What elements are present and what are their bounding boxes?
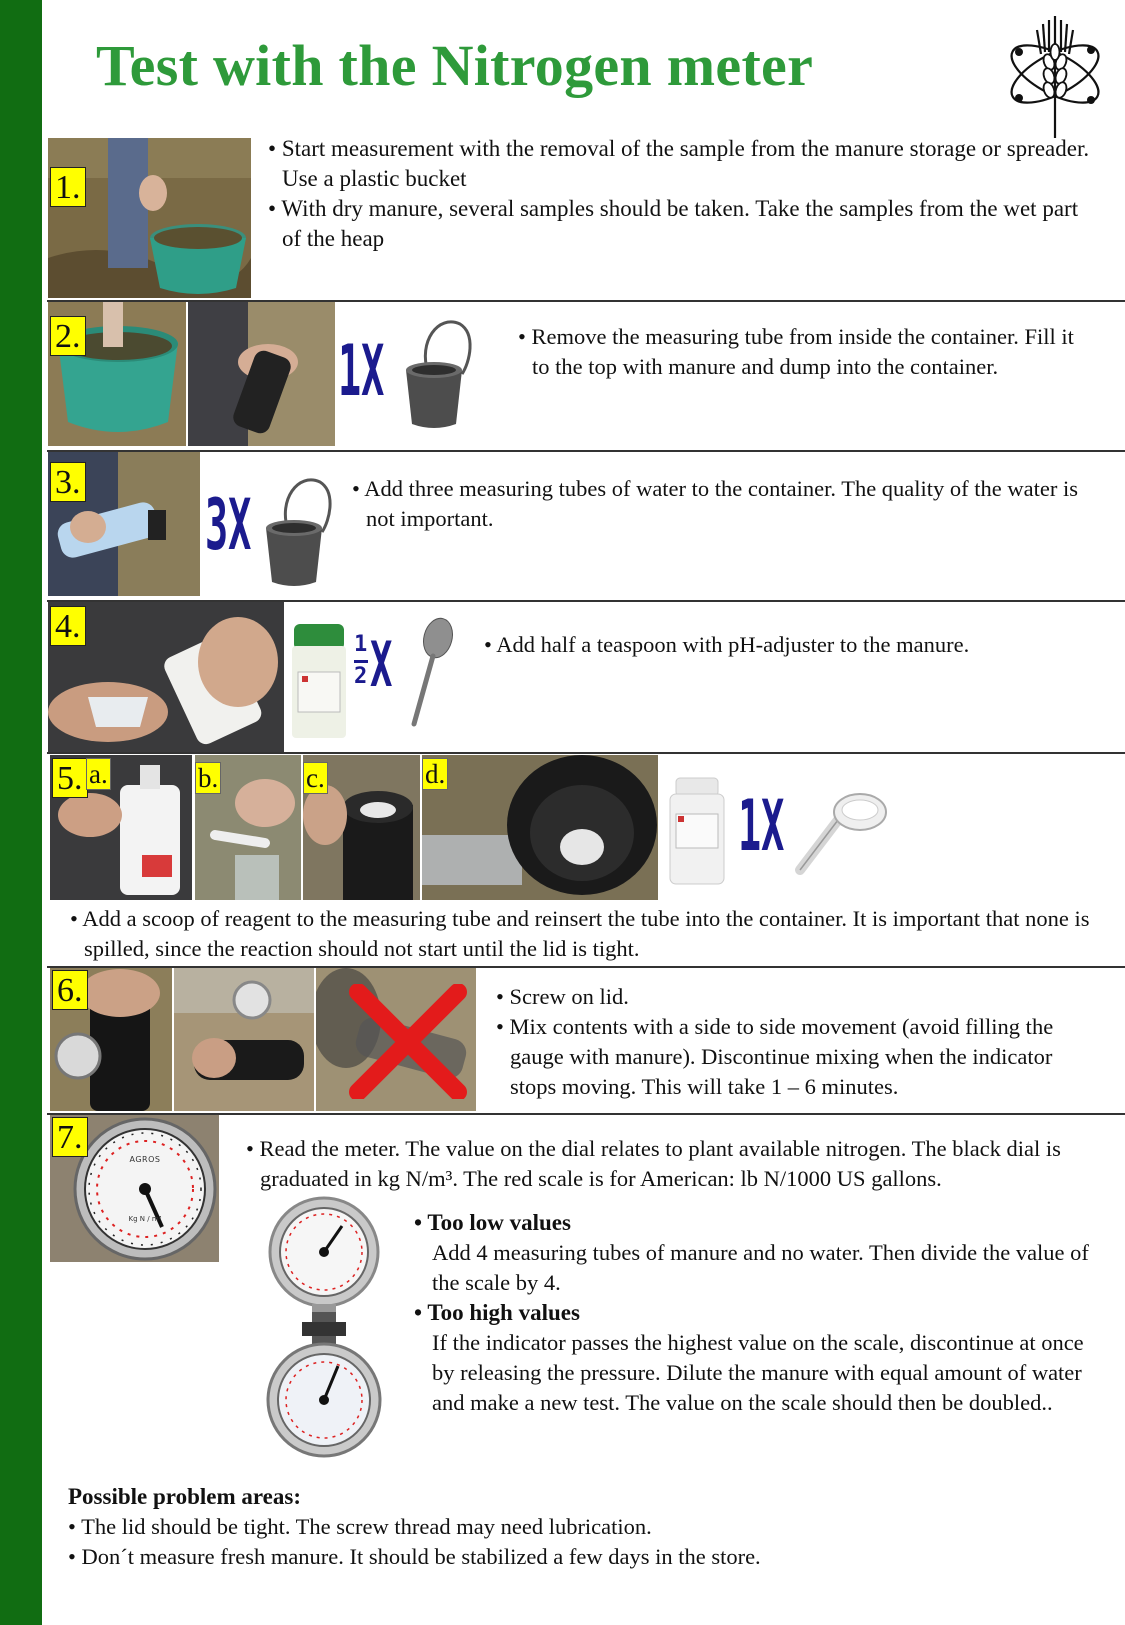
- step4-multiplier: [352, 628, 402, 704]
- measuring-scoop-icon: [790, 790, 890, 880]
- step5-sub-label-c: c.: [303, 762, 328, 794]
- measuring-tube-icon: [398, 312, 488, 432]
- step7-text: [246, 1134, 1102, 1194]
- wheat-atom-logo-icon: [1005, 6, 1117, 142]
- step5-text: [70, 904, 1100, 964]
- step4-text: [484, 630, 1094, 660]
- measuring-tube-icon: [258, 470, 348, 590]
- step3-number-badge: 3.: [50, 462, 86, 502]
- step2-multiplier: 1X: [338, 330, 385, 412]
- problem-item-1: • The lid should be tight. The screw thread may need lubrication.: [68, 1514, 652, 1539]
- too-high-text: If the indicator passes the highest value on the scale, discontinue at once by releasing the pressure. Dilute the manure with equal amount of water and make a new test. The value on the scale should then be doubled..: [432, 1330, 1084, 1415]
- step5-multiplier: 1X: [738, 785, 785, 867]
- step2-number-badge: 2.: [50, 316, 86, 356]
- step1-photo-bucket: [48, 138, 251, 298]
- step6-text: [496, 982, 1100, 1102]
- red-cross-icon: [348, 984, 468, 1099]
- page-title: Test with the Nitrogen meter: [96, 33, 814, 98]
- step3-multiplier: 3X: [205, 484, 252, 566]
- step5d-photo: [422, 755, 658, 900]
- step7-bullet-1: • Read the meter. The value on the dial relates to plant available nitrogen. The black dial is graduated in kg N/m³. The red scale is for American: lb N/1000 US gallons.: [246, 1136, 1061, 1191]
- step5-bullet-1: • Add a scoop of reagent to the measuring tube and reinsert the tube into the container. It is important that none is spilled, since the reaction should not start until the lid is tight.: [70, 906, 1090, 961]
- step5-sub-label-b: b.: [195, 762, 221, 794]
- divider-4: [47, 752, 1125, 754]
- gauge-high-icon: [262, 1340, 386, 1462]
- green-sidebar: [0, 0, 42, 1625]
- step4-multiplier-x: X: [370, 628, 393, 701]
- step2-text: [518, 322, 1093, 382]
- gauge-low-icon: [262, 1196, 386, 1316]
- divider-2: [47, 450, 1125, 452]
- problem-areas: [68, 1482, 761, 1572]
- step3-bullet-1: • Add three measuring tubes of water to the container. The quality of the water is not important.: [352, 476, 1079, 531]
- step5-sub-label-d: d.: [422, 758, 448, 790]
- step1-number-badge: 1.: [50, 167, 86, 207]
- ph-adjuster-jar-icon: [290, 622, 348, 740]
- step4-fraction-numerator: 1: [354, 632, 368, 657]
- problem-areas-heading: Possible problem areas:: [68, 1484, 301, 1509]
- too-high-heading: • Too high values: [414, 1300, 580, 1325]
- too-low-text: Add 4 measuring tubes of manure and no water. Then divide the value of the scale by 4.: [432, 1240, 1089, 1295]
- step4-fraction-bar: [354, 660, 368, 663]
- step1-text: [268, 134, 1098, 254]
- step7-gauge-unit: Kg N / m³: [128, 1215, 162, 1223]
- too-low-heading: • Too low values: [414, 1210, 571, 1235]
- step5-number-badge: 5.: [52, 758, 88, 798]
- step2-bullet-1: • Remove the measuring tube from inside the container. Fill it to the top with manure and dump into the container.: [518, 324, 1074, 379]
- step4-number-badge: 4.: [50, 606, 86, 646]
- step5-sub-label-a: a.: [86, 758, 111, 790]
- step7-number-badge: 7.: [52, 1117, 88, 1157]
- reagent-jar-icon: [668, 776, 726, 886]
- step4-fraction-denominator: 2: [354, 664, 368, 689]
- step6-number-badge: 6.: [52, 970, 88, 1010]
- step1-bullet-2: • With dry manure, several samples should be taken. Take the samples from the wet part of the heap: [268, 196, 1079, 251]
- step7-values-text: [414, 1208, 1104, 1418]
- teaspoon-icon: [400, 614, 458, 730]
- step6-bullet-1: • Screw on lid.: [496, 984, 629, 1009]
- step6-photo-mixing: [174, 968, 314, 1111]
- step3-text: [352, 474, 1094, 534]
- problem-item-2: • Don´t measure fresh manure. It should be stabilized a few days in the store.: [68, 1544, 761, 1569]
- step6-bullet-2: • Mix contents with a side to side movement (avoid filling the gauge with manure). Discontinue mixing when the indicator stops moving. This will take 1 – 6 minutes.: [496, 1014, 1054, 1099]
- step2-photo-tube: [188, 302, 335, 446]
- step4-bullet-1: • Add half a teaspoon with pH-adjuster to the manure.: [484, 632, 970, 657]
- step7-gauge-brand: AGROS: [129, 1155, 161, 1164]
- step1-bullet-1: • Start measurement with the removal of the sample from the manure storage or spreader. Use a plastic bucket: [268, 136, 1090, 191]
